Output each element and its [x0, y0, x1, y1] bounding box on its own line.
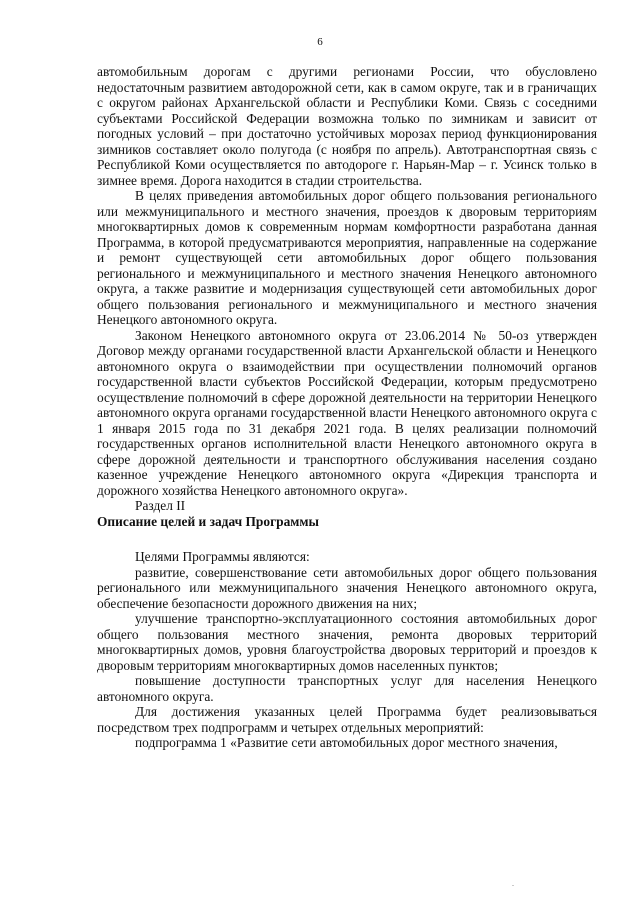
paragraph-goals-heading: Целями Программы являются: — [135, 549, 310, 564]
paragraph-goal-1: развитие, совершенствование сети автомобильных дорог общего пользования регионального или межмуниципального значения Ненецкого автономного округа, обеспечение безопасности дорожного движения на них; — [97, 564, 597, 611]
footer-mark: . — [512, 879, 514, 888]
paragraph-intro-1: автомобильным дорогам с другими регионами России, что обусловлено недостаточным развитием автодорожной сети, как в самом округе, так и в граничащих с округом районах Архангельской области и Республики Коми. Связь с соседними субъектами Российской Федерации возможна только по зимникам и зависит от погодных условий – при достаточно устойчивых морозах период функционирования зимников составляет около полугода (с ноября по апрель). Автотранспортная связь с Республикой Коми осуществляется по автодороге г. Нарьян-Мар – г. Усинск только в зимнее время. Дорога находится в стадии строительства. — [97, 64, 597, 188]
section-label: Раздел II — [135, 498, 186, 513]
paragraph-goal-3: повышение доступности транспортных услуг для населения Ненецкого автономного округа. — [97, 673, 597, 704]
paragraph-intro-2: В целях приведения автомобильных дорог общего пользования регионального или межмуниципального и местного значения, проездов к дворовым территориям многоквартирных домов к современным нормам комфортности разработана данная Программа, в которой предусматриваются мероприятия, направленные на содержание и ремонт существующей сети автомобильных дорог общего пользования регионального и межмуниципального и местного значения Ненецкого автономного округа, а также развитие и модернизация существующей сети автомобильных дорог общего пользования регионального и межмуниципального и местного значения Ненецкого автономного округа. — [97, 188, 597, 327]
paragraph-means: Для достижения указанных целей Программа будет реализовываться посредством трех подпрограмм и четырех отдельных мероприятий: — [97, 704, 597, 735]
paragraph-goal-2: улучшение транспортно-эксплуатационного состояния автомобильных дорог общего пользования местного значения, ремонта дворовых территорий многоквартирных домов, уровня благоустройства дворовых территорий и проездов к дворовым территориям многоквартирных домов населенных пунктов; — [97, 611, 597, 673]
section-title: Описание целей и задач Программы — [97, 513, 319, 529]
document-body — [97, 64, 597, 751]
page-number: 6 — [317, 36, 323, 48]
paragraph-intro-3: Законом Ненецкого автономного округа от 23.06.2014 № 50-оз утвержден Договор между органами государственной власти Архангельской области и Ненецкого автономного округа о взаимодействии при осуществлении полномочий органов государственной власти субъектов Российской Федерации, которым предусмотрено осуществление полномочий в сфере дорожной деятельности на территории Ненецкого автономного округа органами государственной власти Ненецкого автономного округа с 1 января 2015 года по 31 декабря 2021 года. В целях реализации полномочий государственных органов исполнительной власти Ненецкого автономного округа в сфере дорожной деятельности и транспортного обслуживания населения создано казенное учреждение Ненецкого автономного округа «Дирекция транспорта и дорожного хозяйства Ненецкого автономного округа». — [97, 327, 597, 498]
paragraph-subprogram-1: подпрограмма 1 «Развитие сети автомобильных дорог местного значения, — [135, 735, 558, 750]
